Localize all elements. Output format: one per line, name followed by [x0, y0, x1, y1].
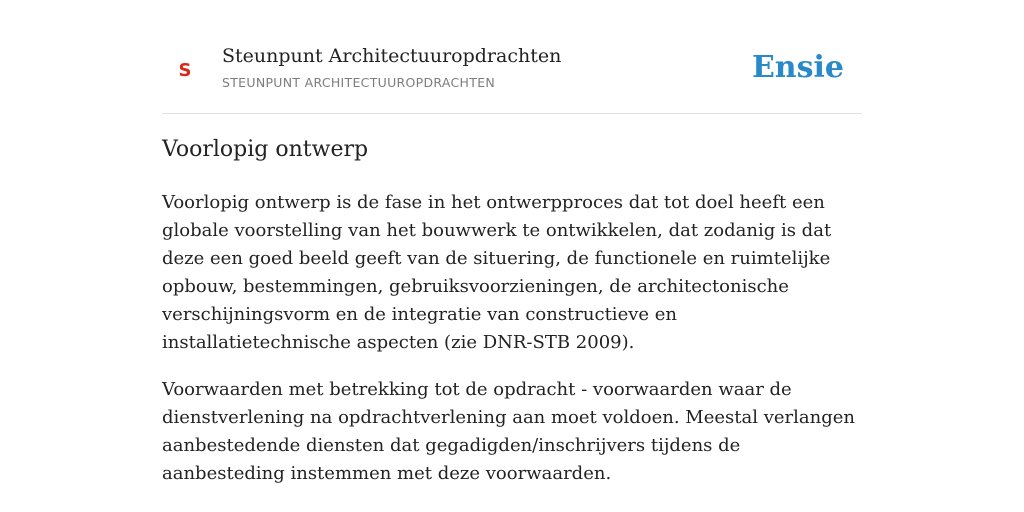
- article-body: [162, 189, 862, 507]
- source-logo[interactable]: S: [168, 54, 202, 88]
- paragraph-definition: Voorlopig ontwerp is de fase in het ontwerpproces dat tot doel heeft een globale voorstelling van het bouwwerk te ontwikkelen, dat zodanig is dat deze een goed beeld geeft van de situering, de functionele en ruimtelijke opbouw, bestemmingen, gebruiksvoorzieningen, de architectonische verschijningsvorm en de integratie van constructieve en installatietechnische aspecten (zie DNR-STB 2009).: [162, 192, 832, 353]
- ensie-logo[interactable]: Ensie: [751, 50, 844, 85]
- paragraph-conditions: Voorwaarden met betrekking tot de opdracht - voorwaarden waar de dienstverlening na opdrachtverlening aan moet voldoen. Meestal verlangen aanbestedende diensten dat gegadigden/inschrijvers tijdens de aanbesteding instemmen met deze voorwaarden.: [162, 379, 855, 484]
- header: [162, 40, 862, 114]
- source-subtitle: STEUNPUNT ARCHITECTUUROPDRACHTEN: [222, 75, 496, 90]
- page-title: Voorlopig ontwerp: [162, 137, 369, 162]
- source-title[interactable]: Steunpunt Architectuuropdrachten: [222, 45, 562, 67]
